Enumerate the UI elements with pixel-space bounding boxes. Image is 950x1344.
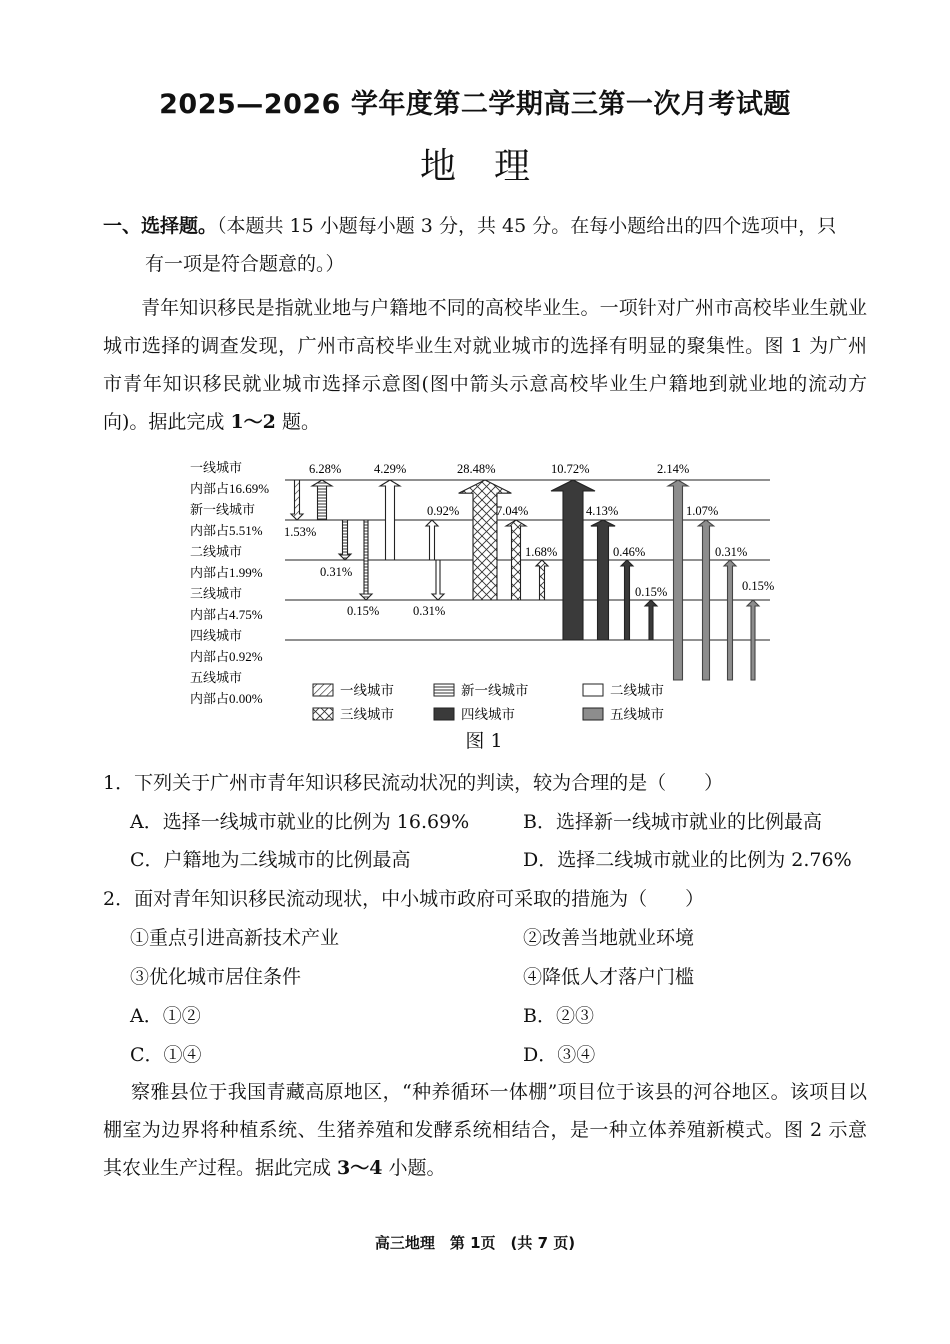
legend-label: 五线城市 xyxy=(610,707,664,722)
figure-1-chart xyxy=(185,455,785,730)
passage-2 xyxy=(103,1073,867,1187)
level-name-label: 三线城市 xyxy=(190,586,243,601)
passage-1-text: 青年知识移民是指就业地与户籍地不同的高校毕业生。一项针对广州市高校毕业生就业城市选择的调查发现，广州市高校毕业生对就业城市的选择有明显的聚集性。图 1 为广州市青年知识移民就业城市选择示意图(图中箭头示意高校毕业生户籍地到就业地的流动方向)。据此完成 xyxy=(103,297,867,433)
passage-2-tail: 小题。 xyxy=(382,1157,446,1179)
question-2-stem: 2．面对青年知识移民流动现状，中小城市政府可采取的措施为（ ） xyxy=(103,888,705,910)
legend-label: 二线城市 xyxy=(610,683,664,698)
flow-value-label: 0.31% xyxy=(413,604,446,618)
flow-value-label: 0.15% xyxy=(635,585,668,599)
legend-label: 三线城市 xyxy=(340,707,394,722)
q2-statement-3: ③优化城市居住条件 xyxy=(130,966,302,988)
flow-value-label: 4.13% xyxy=(586,504,619,518)
level-name-label: 二线城市 xyxy=(190,544,243,559)
flow-value-label: 0.46% xyxy=(613,545,646,559)
flow-arrow xyxy=(668,480,688,680)
flow-value-label: 0.92% xyxy=(427,504,460,518)
flow-arrow xyxy=(426,520,438,560)
flow-value-label: 1.07% xyxy=(686,504,719,518)
q1-option-a: A．选择一线城市就业的比例为 16.69% xyxy=(130,811,470,833)
legend-swatch xyxy=(434,708,454,720)
flow-value-label: 10.72% xyxy=(551,462,590,476)
passage-2-range: 3～4 xyxy=(337,1157,383,1179)
legend-swatch xyxy=(313,708,333,720)
flow-arrow xyxy=(536,560,548,600)
q2-option-d: D．③④ xyxy=(523,1044,596,1066)
passage-2-text: 察雅县位于我国青藏高原地区，“种养循环一体棚”项目位于该县的河谷地区。该项目以棚室为边界将种植系统、生猪养殖和发酵系统相结合，是一种立体养殖新模式。图 2 示意其农业生产过程。据此完成 xyxy=(103,1081,867,1179)
legend-label: 新一线城市 xyxy=(461,683,529,698)
page-footer: 高三地理 第 1页 (共 7 页) xyxy=(374,1234,576,1252)
figure-1-caption: 图 1 xyxy=(465,730,503,752)
q2-statement-2: ②改善当地就业环境 xyxy=(523,927,695,949)
level-internal-label: 内部占16.69% xyxy=(190,481,270,496)
flow-value-label: 28.48% xyxy=(457,462,496,476)
q2-statement-4: ④降低人才落户门槛 xyxy=(523,966,695,988)
flow-arrow xyxy=(432,560,444,600)
q1-option-b: B．选择新一线城市就业的比例最高 xyxy=(523,811,822,833)
flow-value-label: 6.28% xyxy=(309,462,342,476)
section-1-heading xyxy=(103,207,873,283)
passage-1 xyxy=(103,289,867,441)
flow-arrow xyxy=(459,480,512,600)
legend-swatch xyxy=(583,684,603,696)
flow-value-label: 1.68% xyxy=(525,545,558,559)
q1-option-d: D．选择二线城市就业的比例为 2.76% xyxy=(523,849,852,871)
flow-arrow xyxy=(291,480,303,520)
flow-arrow xyxy=(724,560,736,680)
flow-arrow xyxy=(312,480,332,520)
legend-swatch xyxy=(583,708,603,720)
level-name-label: 五线城市 xyxy=(190,670,243,685)
section-note-line2: 有一项是符合题意的。） xyxy=(145,253,345,275)
flow-value-label: 0.15% xyxy=(347,604,380,618)
level-internal-label: 内部占1.99% xyxy=(190,565,263,580)
level-name-label: 一线城市 xyxy=(190,460,243,475)
flow-value-label: 2.14% xyxy=(657,462,690,476)
flow-arrow xyxy=(645,600,657,640)
q2-option-a: A．①② xyxy=(130,1005,201,1027)
flow-value-label: 0.31% xyxy=(320,565,353,579)
level-internal-label: 内部占4.75% xyxy=(190,607,263,622)
level-internal-label: 内部占0.92% xyxy=(190,649,263,664)
flow-value-label: 7.04% xyxy=(496,504,529,518)
subject-title: 地理 xyxy=(419,146,568,187)
q2-option-c: C．①④ xyxy=(130,1044,202,1066)
question-1-stem: 1．下列关于广州市青年知识移民流动状况的判读，较为合理的是（ ） xyxy=(103,772,724,794)
legend-swatch xyxy=(313,684,333,696)
legend-label: 四线城市 xyxy=(461,707,515,722)
level-name-label: 新一线城市 xyxy=(190,502,256,517)
q1-option-c: C．户籍地为二线城市的比例最高 xyxy=(130,849,411,871)
flow-value-label: 4.29% xyxy=(374,462,407,476)
legend-swatch xyxy=(434,684,454,696)
flow-arrow xyxy=(591,520,615,640)
exam-title: 2025—2026 学年度第二学期高三第一次月考试题 xyxy=(159,89,791,120)
passage-1-range: 1～2 xyxy=(230,411,276,433)
legend-label: 一线城市 xyxy=(340,683,394,698)
section-heading-label: 一、选择题。 xyxy=(103,215,218,237)
flow-arrow xyxy=(339,520,351,560)
q2-option-b: B．②③ xyxy=(523,1005,594,1027)
level-internal-label: 内部占0.00% xyxy=(190,691,263,706)
level-internal-label: 内部占5.51% xyxy=(190,523,263,538)
flow-value-label: 0.15% xyxy=(742,579,775,593)
q2-statement-1: ①重点引进高新技术产业 xyxy=(130,927,340,949)
passage-1-tail: 题。 xyxy=(275,411,320,433)
section-note-line1: （本题共 15 小题每小题 3 分，共 45 分。在每小题给出的四个选项中，只 xyxy=(217,215,837,237)
flow-value-label: 1.53% xyxy=(284,525,317,539)
flow-value-label: 0.31% xyxy=(715,545,748,559)
level-name-label: 四线城市 xyxy=(190,628,243,643)
